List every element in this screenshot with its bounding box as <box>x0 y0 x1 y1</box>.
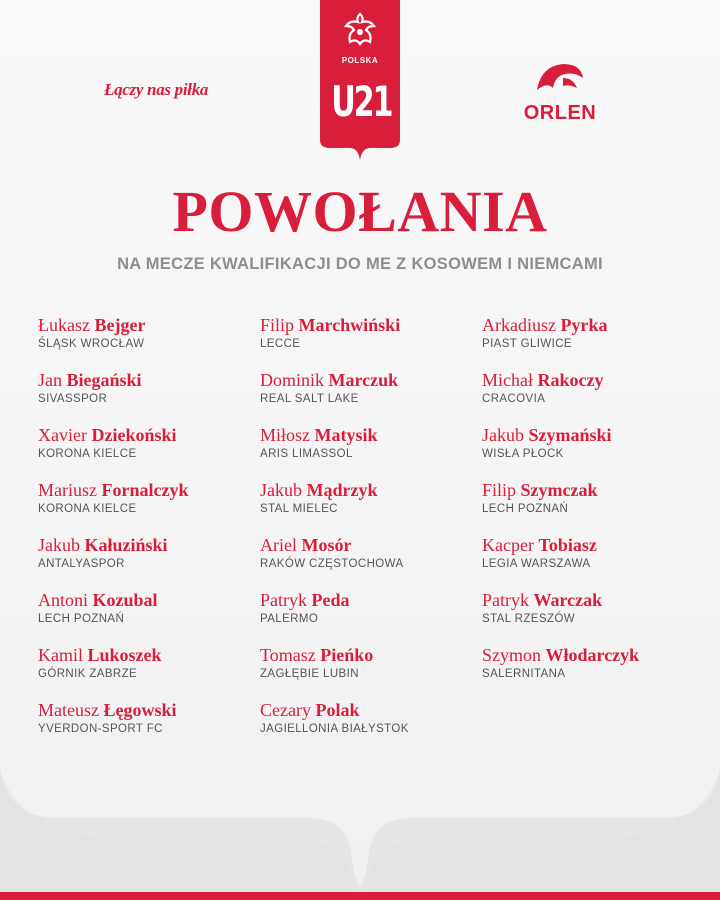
player-club: PIAST GLIWICE <box>482 338 572 350</box>
badge-country: POLSKA <box>341 56 379 65</box>
player-club: LEGIA WARSZAWA <box>482 558 591 570</box>
player-name <box>38 424 268 446</box>
player-first-name: Miłosz <box>260 425 311 445</box>
player-first-name: Mariusz <box>38 480 97 500</box>
player-item <box>260 699 490 754</box>
player-name <box>482 369 712 391</box>
player-name <box>260 314 490 336</box>
player-club: ŚLĄSK WROCŁAW <box>38 338 145 350</box>
player-last-name: Matysik <box>314 425 378 445</box>
player-first-name: Filip <box>482 480 517 500</box>
player-name <box>38 534 268 556</box>
player-item <box>482 424 712 479</box>
player-last-name: Lukoszek <box>87 645 162 665</box>
player-item <box>38 314 268 369</box>
player-club: WISŁA PŁOCK <box>482 448 564 460</box>
player-name <box>482 314 712 336</box>
sponsor-name: ORLEN <box>523 102 597 124</box>
bottom-stripe <box>0 892 720 900</box>
player-first-name: Filip <box>260 315 295 335</box>
player-last-name: Marchwiński <box>298 315 401 335</box>
player-last-name: Szymczak <box>520 480 598 500</box>
player-first-name: Jan <box>38 370 62 390</box>
player-item <box>38 424 268 479</box>
player-first-name: Szymon <box>482 645 542 665</box>
player-first-name: Jakub <box>38 535 80 555</box>
player-last-name: Pieńko <box>320 645 374 665</box>
player-club: KORONA KIELCE <box>38 503 137 515</box>
player-last-name: Kozubal <box>92 590 158 610</box>
player-first-name: Jakub <box>482 425 524 445</box>
player-column <box>38 314 268 754</box>
player-name <box>260 644 490 666</box>
player-club: LECCE <box>260 338 301 350</box>
player-name <box>482 479 712 501</box>
player-name <box>482 644 712 666</box>
player-name <box>260 424 490 446</box>
player-club: ARIS LIMASSOL <box>260 448 353 460</box>
player-column <box>260 314 490 754</box>
player-last-name: Marczuk <box>328 370 399 390</box>
badge-team: U21 <box>331 77 392 126</box>
player-item <box>260 479 490 534</box>
slogan: Łączy nas piłka <box>104 80 209 99</box>
player-first-name: Tomasz <box>260 645 316 665</box>
player-last-name: Rakoczy <box>537 370 604 390</box>
player-last-name: Fornalczyk <box>101 480 189 500</box>
player-name <box>38 479 268 501</box>
player-item <box>38 699 268 754</box>
player-last-name: Włodarczyk <box>545 645 640 665</box>
player-club: SALERNITANA <box>482 668 566 680</box>
player-last-name: Łęgowski <box>103 700 177 720</box>
player-first-name: Patryk <box>482 590 529 610</box>
player-item <box>260 534 490 589</box>
player-item <box>482 534 712 589</box>
player-item <box>482 589 712 644</box>
player-first-name: Xavier <box>38 425 87 445</box>
player-item <box>482 369 712 424</box>
player-item <box>38 534 268 589</box>
player-club: KORONA KIELCE <box>38 448 137 460</box>
player-first-name: Dominik <box>260 370 325 390</box>
player-first-name: Mateusz <box>38 700 99 720</box>
player-first-name: Antoni <box>38 590 89 610</box>
player-first-name: Jakub <box>260 480 302 500</box>
player-name <box>38 314 268 336</box>
player-item <box>38 644 268 699</box>
player-club: STAL RZESZÓW <box>482 613 575 625</box>
player-name <box>38 644 268 666</box>
player-name <box>38 369 268 391</box>
player-item <box>482 314 712 369</box>
player-name <box>38 589 268 611</box>
player-name <box>482 424 712 446</box>
player-last-name: Pyrka <box>560 315 608 335</box>
player-club: REAL SALT LAKE <box>260 393 359 405</box>
player-club: RAKÓW CZĘSTOCHOWA <box>260 558 404 570</box>
player-first-name: Michał <box>482 370 533 390</box>
player-last-name: Bejger <box>94 315 146 335</box>
u21-badge <box>320 0 400 160</box>
player-club: ANTALYASPOR <box>38 558 125 570</box>
player-last-name: Mądrzyk <box>306 480 378 500</box>
player-item <box>260 369 490 424</box>
player-item <box>38 369 268 424</box>
player-name <box>260 479 490 501</box>
player-item <box>482 479 712 534</box>
player-last-name: Kałuziński <box>84 535 168 555</box>
sponsor-logo <box>515 60 605 130</box>
player-first-name: Arkadiusz <box>482 315 556 335</box>
player-last-name: Peda <box>311 590 350 610</box>
player-last-name: Dziekoński <box>91 425 177 445</box>
player-club: JAGIELLONIA BIAŁYSTOK <box>260 723 409 735</box>
player-first-name: Ariel <box>260 535 297 555</box>
player-item <box>260 589 490 644</box>
player-club: CRACOVIA <box>482 393 546 405</box>
player-column <box>482 314 712 699</box>
player-name <box>482 534 712 556</box>
player-last-name: Mosór <box>301 535 352 555</box>
player-item <box>260 314 490 369</box>
player-club: LECH POZNAŃ <box>482 503 569 515</box>
player-last-name: Szymański <box>528 425 612 445</box>
player-name <box>260 369 490 391</box>
player-item <box>260 644 490 699</box>
player-item <box>482 644 712 699</box>
player-name <box>260 534 490 556</box>
player-club: ZAGŁĘBIE LUBIN <box>260 668 359 680</box>
player-first-name: Cezary <box>260 700 311 720</box>
player-club: LECH POZNAŃ <box>38 613 125 625</box>
player-last-name: Tobiasz <box>538 535 597 555</box>
player-name <box>482 589 712 611</box>
player-first-name: Łukasz <box>38 315 90 335</box>
player-last-name: Biegański <box>66 370 142 390</box>
player-club: YVERDON-SPORT FC <box>38 723 163 735</box>
eagle-head-logo-icon <box>533 60 587 100</box>
player-item <box>38 589 268 644</box>
player-name <box>260 699 490 721</box>
page-subtitle: NA MECZE KWALIFIKACJI DO ME Z KOSOWEM I NIEMCAMI <box>117 255 603 273</box>
player-first-name: Kacper <box>482 535 534 555</box>
eagle-crest-icon <box>342 10 378 52</box>
player-last-name: Warczak <box>533 590 603 610</box>
player-name <box>38 699 268 721</box>
player-last-name: Polak <box>315 700 360 720</box>
player-club: SIVASSPOR <box>38 393 108 405</box>
player-item <box>38 479 268 534</box>
player-first-name: Kamil <box>38 645 83 665</box>
player-club: PALERMO <box>260 613 319 625</box>
player-club: GÓRNIK ZABRZE <box>38 668 138 680</box>
page-title: POWOŁANIA <box>172 179 548 244</box>
player-first-name: Patryk <box>260 590 307 610</box>
player-item <box>260 424 490 479</box>
player-name <box>260 589 490 611</box>
player-club: STAL MIELEC <box>260 503 338 515</box>
